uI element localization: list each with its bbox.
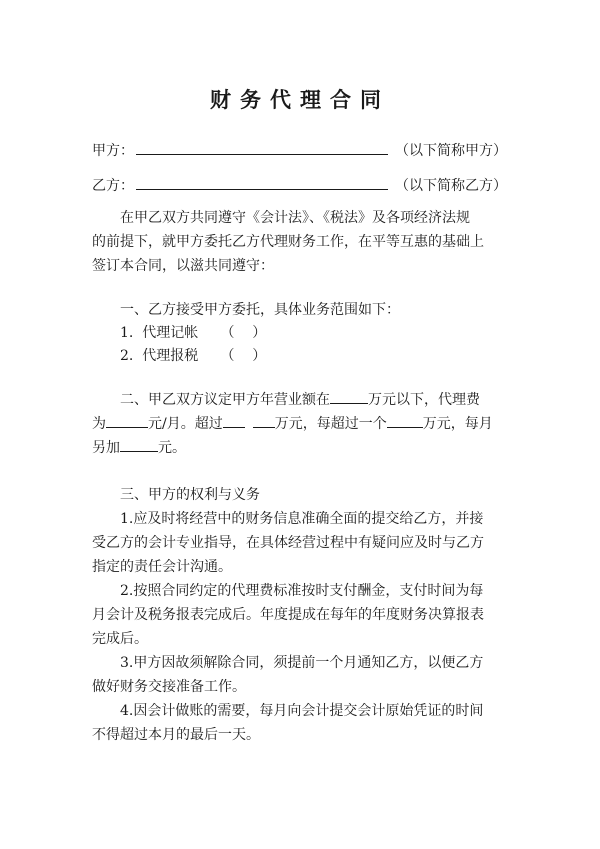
obligation-4-line-2: 不得超过本月的最后一天。 [92,727,260,743]
obligation-1-line-1: 1.应及时将经营中的财务信息准确全面的提交给乙方，并接 [120,511,484,527]
section-2-text-e: 万元，每超过一个 [274,416,387,432]
increment-blank[interactable] [387,415,423,428]
document-title: 财务代理合同 [210,87,390,112]
section-2-text-g: 另加 [92,440,120,456]
section-2-line-3 [92,437,517,457]
party-b-line [92,175,394,195]
section-2-line-2 [92,413,517,433]
party-b-blank[interactable] [136,177,388,190]
excess-blank-2[interactable] [253,415,275,428]
obligation-1-line-2: 受乙方的会计专业指导，在具体经营过程中有疑问应及时与乙方 [92,535,484,551]
excess-blank-1[interactable] [223,415,245,428]
party-a-label: 甲方： [92,143,134,159]
party-a-blank[interactable] [136,142,388,155]
section-2-text-c: 为 [92,416,106,432]
obligation-3-line-1: 3.甲方因故须解除合同，须提前一个月通知乙方，以便乙方 [120,655,484,671]
obligation-2-line-1: 2.按照合同约定的代理费标准按时支付酬金，支付时间为每 [120,583,484,599]
revenue-blank[interactable] [330,391,368,404]
section-1-heading: 一、乙方接受甲方委托，具体业务范围如下： [120,302,400,318]
surcharge-blank[interactable] [120,439,158,452]
section-2-line-1 [92,389,545,409]
intro-line-2: 的前提下，就甲方委托乙方代理财务工作，在平等互惠的基础上 [92,234,484,250]
intro-line-3: 签订本合同，以滋共同遵守： [92,258,274,274]
section-2-text-b: 万元以下，代理费 [368,392,480,408]
party-b-note: （以下简称乙方） [395,178,507,194]
obligation-3-line-2: 做好财务交接准备工作。 [92,679,246,695]
obligation-2-line-2: 月会计及税务报表完成后。年度提成在每年的年度财务决算报表 [92,607,484,623]
obligation-2-line-3: 完成后。 [92,631,148,647]
section-2-text-f: 万元，每月 [422,416,493,432]
section-3-heading: 三、甲方的权利与义务 [120,487,260,503]
monthly-fee-blank[interactable] [106,415,148,428]
party-a-line [92,140,394,160]
section-2-text-h: 元。 [158,440,186,456]
section-2-text-d: 元/月。超过 [148,416,223,432]
section-2-text-a: 二、甲乙双方议定甲方年营业额在 [120,392,330,408]
obligation-4-line-1: 4.因会计做账的需要，每月向会计提交会计原始凭证的时间 [120,703,484,719]
section-1-item-1: 1. 代理记帐 （ ） [120,325,267,341]
intro-line-1: 在甲乙双方共同遵守《会计法》、《税法》及各项经济法规 [120,210,470,226]
section-1-item-2: 2. 代理报税 （ ） [120,348,267,364]
party-b-label: 乙方： [92,178,134,194]
obligation-1-line-3: 指定的责任会计沟通。 [92,559,232,575]
party-a-note: （以下简称甲方） [395,143,507,159]
